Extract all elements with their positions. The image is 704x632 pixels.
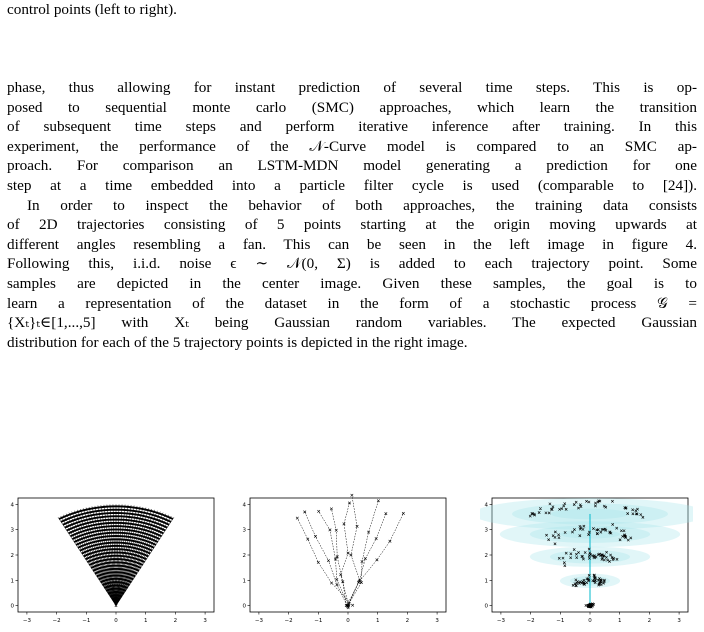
text-line: of 2D trajectories consisting of 5 points starting at the origin moving upwards at: [7, 216, 697, 234]
figure-caption-tail: [7, 0, 697, 20]
y-tick-label: 2: [10, 553, 14, 559]
y-tick-label: 3: [242, 527, 246, 534]
y-tick-label: 0: [484, 603, 488, 610]
y-tick-label: 1: [10, 578, 14, 585]
text-line: of subsequent time steps and perform iterative inference after training. In this: [7, 118, 697, 136]
sample-point: [303, 511, 306, 514]
sample-trajectory: [305, 512, 348, 608]
x-tick-label: −2: [52, 618, 61, 624]
x-tick-label: 3: [203, 618, 207, 624]
y-tick-label: 4: [242, 502, 246, 509]
y-tick-label: 0: [10, 603, 14, 610]
sample-point: [336, 583, 339, 586]
text-line: step at a time embedded into a particle filter cycle is used (comparable to [24]).: [7, 176, 697, 194]
y-tick-label: 1: [484, 578, 488, 585]
sample-trajectory: [297, 518, 352, 605]
sample-point: [327, 559, 330, 562]
x-tick-label: 2: [173, 618, 178, 624]
x-tick-label: 3: [435, 618, 439, 624]
sample-point: [339, 573, 342, 576]
sample-point: [389, 540, 392, 543]
text-line: In order to inspect the behavior of both approaches, the training data consists: [27, 196, 697, 214]
sample-point: [385, 512, 388, 515]
y-tick-label: 0: [242, 603, 246, 610]
sample-point: [351, 604, 354, 607]
text-line: different angles resembling a fan. This can be seen in the left image in figure 4.: [7, 235, 697, 253]
sample-point: [306, 538, 309, 541]
x-tick-label: 0: [114, 618, 118, 624]
text-line: learn a representation of the dataset in the form of a stochastic process 𝒢 =: [7, 294, 697, 312]
y-tick-label: 3: [10, 527, 14, 534]
x-tick-label: 0: [588, 618, 592, 624]
y-tick-label: 3: [484, 527, 488, 534]
x-tick-label: −2: [526, 618, 535, 624]
y-tick-label: 1: [242, 578, 246, 585]
x-tick-label: −3: [22, 618, 31, 624]
y-tick-label: 2: [242, 553, 246, 559]
caption-line: control points (left to right).: [7, 1, 177, 18]
x-tick-label: 0: [346, 618, 350, 624]
sample-point: [335, 578, 338, 581]
sample-point: [367, 531, 370, 534]
y-tick-label: 2: [484, 553, 488, 559]
sample-point: [330, 582, 333, 585]
sample-point: [377, 499, 380, 502]
text-line: {Xₜ}ₜ∈[1,...,5] with Xₜ being Gaussian random variables. The expected Gaussian: [7, 314, 697, 332]
sample-point: [376, 559, 379, 562]
sample-trajectory: [341, 503, 350, 605]
sample-point: [317, 510, 320, 513]
text-line: experiment, the performance of the 𝒩-Curve model is compared to an SMC ap-: [7, 137, 697, 155]
text-line: phase, thus allowing for instant prediction of several time steps. This is op-: [7, 79, 697, 96]
sample-trajectory: [349, 501, 378, 604]
sample-point: [351, 494, 354, 497]
x-tick-label: 3: [677, 618, 681, 624]
text-line: samples are depicted in the center image. Given these samples, the goal is to: [7, 274, 697, 292]
x-tick-label: 1: [375, 618, 380, 624]
y-tick-label: 4: [10, 502, 14, 509]
x-tick-label: −3: [254, 618, 263, 624]
body-text: [7, 78, 697, 352]
sample-point: [375, 537, 378, 540]
sample-point: [330, 508, 333, 511]
x-tick-label: −2: [284, 618, 293, 624]
sample-point: [317, 561, 320, 564]
paragraph-1: [7, 78, 697, 196]
figure-fan-trajectories: [6, 492, 219, 628]
x-tick-label: −1: [556, 618, 565, 624]
text-line: Following this, i.i.d. noise ϵ ∼ 𝒩(0, Σ) is added to each trajectory point. Some: [7, 255, 697, 273]
x-tick-label: 1: [617, 618, 622, 624]
fan-arc: [112, 599, 120, 600]
sample-point: [402, 512, 405, 515]
sample-point: [350, 554, 353, 557]
x-tick-label: 1: [143, 618, 148, 624]
x-tick-label: −1: [314, 618, 323, 624]
sample-trajectory: [348, 495, 360, 605]
text-line: posed to sequential monte carlo (SMC) approaches, which learn the transition: [7, 98, 697, 116]
sample-point: [364, 557, 367, 560]
sample-point: [296, 517, 299, 520]
y-tick-label: 4: [484, 502, 488, 509]
paragraph-2: [7, 196, 697, 353]
x-tick-label: 2: [647, 618, 652, 624]
figure-noisy-samples: [238, 492, 451, 628]
axes-frame: [250, 498, 446, 612]
figure-gaussian-distributions: [480, 492, 693, 628]
sample-point: [347, 552, 350, 555]
text-line: distribution for each of the 5 trajectory points is depicted in the right image.: [7, 333, 468, 351]
text-line: proach. For comparison an LSTM-MDN model generating a prediction for one: [7, 157, 697, 175]
sample-point: [329, 529, 332, 532]
x-tick-label: −1: [82, 618, 91, 624]
x-tick-label: 2: [405, 618, 410, 624]
x-tick-label: −3: [496, 618, 505, 624]
sample-point: [314, 535, 317, 538]
